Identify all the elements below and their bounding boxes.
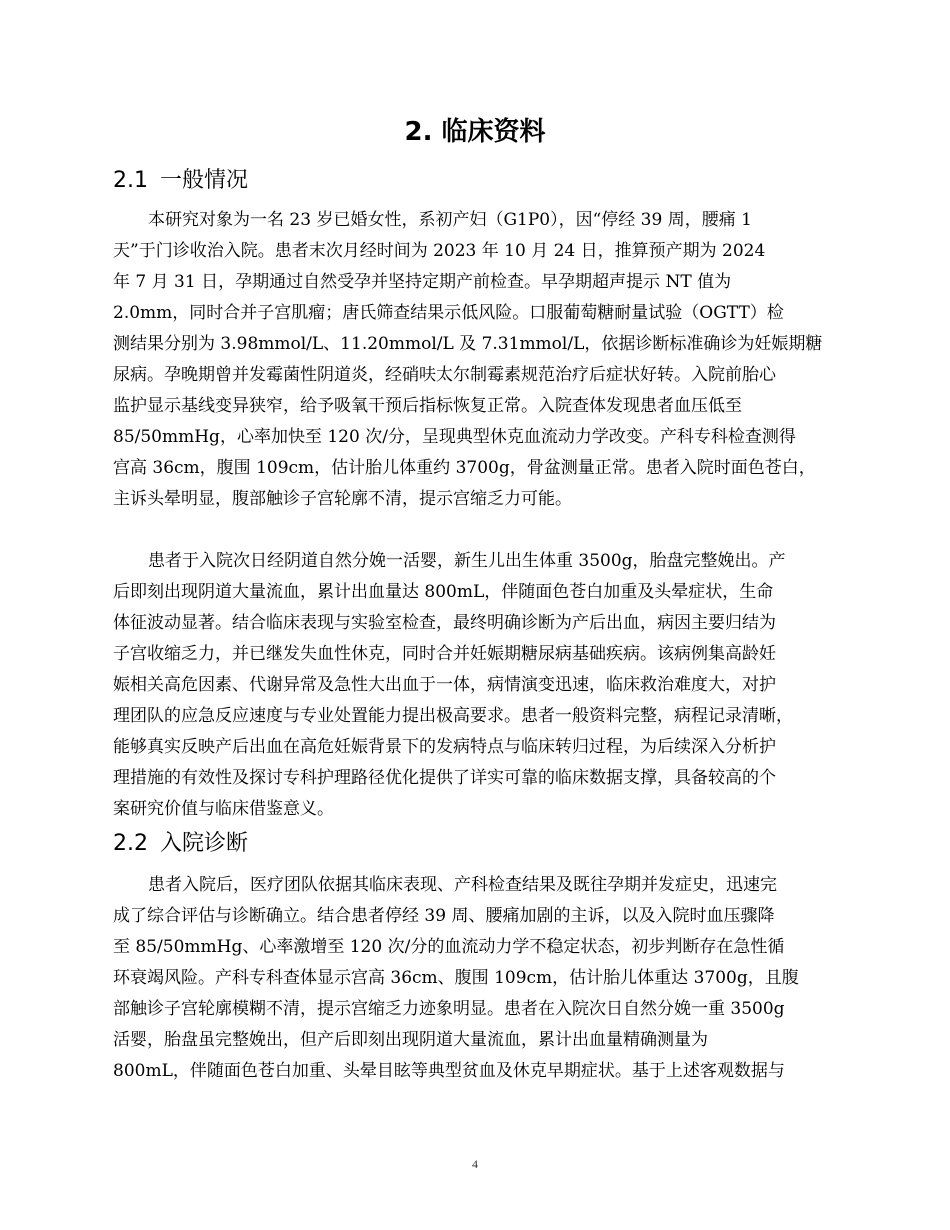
section-number: 2.1	[113, 168, 148, 193]
text-line: 环衰竭风险。产科专科查体显示宫高 36cm、腹围 109cm，估计胎儿体重达 3700g，且腹	[113, 968, 799, 988]
text-line: 成了综合评估与诊断确立。结合患者停经 39 周、腰痛加剧的主诉，以及入院时血压骤降	[113, 906, 775, 926]
text-line: 年 7 月 31 日，孕期通过自然受孕并坚持定期产前检查。早孕期超声提示 NT 值为	[113, 272, 732, 292]
text-line: 主诉头晕明显，腹部触诊子宫轮廓不清，提示宫缩乏力可能。	[113, 489, 572, 509]
page-number: 4	[472, 1157, 478, 1171]
text-line: 监护显示基线变异狭窄，给予吸氧干预后指标恢复正常。入院查体发现患者血压低至	[113, 396, 742, 416]
text-line: 至 85/50mmHg、心率激增至 120 次/分的血流动力学不稳定状态，初步判断存在急性循	[113, 937, 785, 957]
section-title: 入院诊断	[160, 831, 249, 856]
text-line: 本研究对象为一名 23 岁已婚女性，系初产妇（G1P0），因“停经 39 周，腰痛 1	[148, 210, 752, 230]
text-line: 能够真实反映产后出血在高危妊娠背景下的发病特点与临床转归过程，为后续深入分析护	[113, 737, 776, 757]
text-line: 测结果分别为 3.98mmol/L、11.20mmol/L 及 7.31mmol/L，依据诊断标准确诊为妊娠期糖	[113, 334, 823, 354]
section-title: 一般情况	[160, 168, 249, 193]
text-line: 85/50mmHg，心率加快至 120 次/分，呈现典型休克血流动力学改变。产科专科检查测得	[113, 427, 796, 447]
text-line: 800mL，伴随面色苍白加重、头晕目眩等典型贫血及休克早期症状。基于上述客观数据与	[113, 1061, 785, 1081]
text-line: 后即刻出现阴道大量流血，累计出血量达 800mL，伴随面色苍白加重及头晕症状，生命	[113, 582, 774, 602]
text-line: 案研究价值与临床借鉴意义。	[113, 799, 334, 819]
text-line: 尿病。孕晚期曾并发霉菌性阴道炎，经硝呋太尔制霉素规范治疗后症状好转。入院前胎心	[113, 365, 776, 385]
text-line: 患者入院后，医疗团队依据其临床表现、产科检查结果及既往孕期并发症史，迅速完	[148, 875, 777, 895]
paragraph-general-2	[113, 546, 848, 825]
section-heading-general	[113, 165, 248, 197]
text-line: 子宫收缩乏力，并已继发失血性休克，同时合并妊娠期糖尿病基础疾病。该病例集高龄妊	[113, 644, 776, 664]
text-line: 活婴，胎盘虽完整娩出，但产后即刻出现阴道大量流血，累计出血量精确测量为	[113, 1030, 708, 1050]
text-line: 患者于入院次日经阴道自然分娩一活婴，新生儿出生体重 3500g，胎盘完整娩出。产	[148, 551, 786, 571]
text-line: 2.0mm，同时合并子宫肌瘤；唐氏筛查结果示低风险。口服葡萄糖耐量试验（OGTT）检	[113, 303, 784, 323]
chapter-title: 2. 临床资料	[404, 117, 546, 147]
paragraph-general-1	[113, 205, 848, 515]
section-heading-diagnosis	[113, 828, 248, 860]
text-line: 宫高 36cm，腹围 109cm，估计胎儿体重约 3700g，骨盆测量正常。患者入院时面色苍白，	[113, 458, 816, 478]
text-line: 天”于门诊收治入院。患者末次月经时间为 2023 年 10 月 24 日，推算预产期为 2024	[113, 241, 766, 261]
section-number: 2.2	[113, 831, 148, 856]
text-line: 体征波动显著。结合临床表现与实验室检查，最终明确诊断为产后出血，病因主要归结为	[113, 613, 776, 633]
text-line: 部触诊子宫轮廓模糊不清，提示宫缩乏力迹象明显。患者在入院次日自然分娩一重 3500g	[113, 999, 785, 1019]
text-line: 理措施的有效性及探讨专科护理路径优化提供了详实可靠的临床数据支撑，具备较高的个	[113, 768, 776, 788]
text-line: 理团队的应急反应速度与专业处置能力提出极高要求。患者一般资料完整，病程记录清晰，	[113, 706, 793, 726]
text-line: 娠相关高危因素、代谢异常及急性大出血于一体，病情演变迅速，临床救治难度大，对护	[113, 675, 776, 695]
paragraph-diagnosis-1	[113, 870, 848, 1087]
